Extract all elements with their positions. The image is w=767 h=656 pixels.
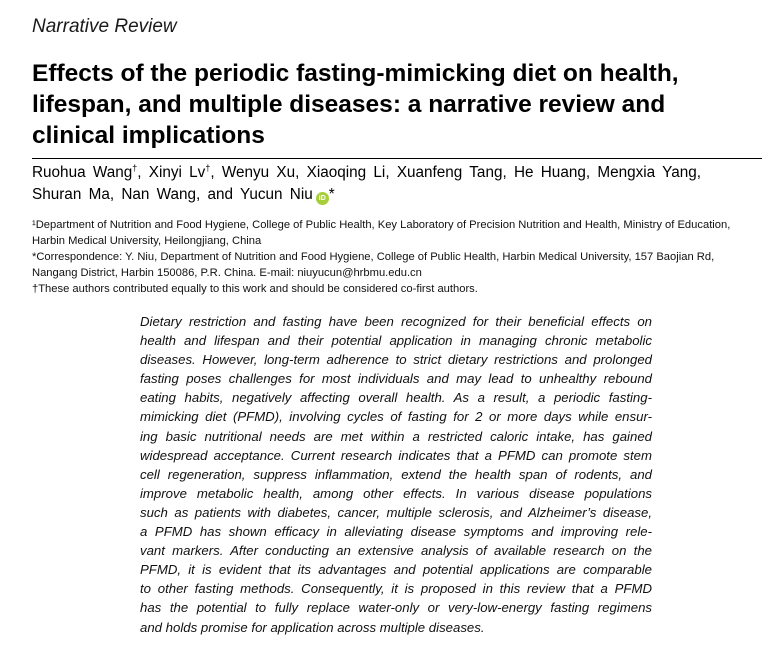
abstract-line: to other fasting methods. Consequently, it is proposed in this review that a PFMD: [140, 581, 652, 597]
abstract-line: vant markers. After conducting an extensive analysis of available research on the: [140, 543, 652, 559]
correspondence-note: *Correspondence: Y. Niu, Department of Nutrition and Food Hygiene, College of Public Health, Harbin Medical University, 157 Baojian Rd, Nangang District, Harbin 150086, P.R. China. E-mail: niuyucun@hrbmu.edu.cn: [32, 251, 715, 279]
abstract-line: improve metabolic health, among other effects. In various disease populations: [140, 485, 652, 501]
abstract: [140, 312, 652, 637]
corresponding-author-mark: *: [328, 186, 335, 203]
abstract-line: has the potential to fully replace water-only or very-low-energy fasting regimens: [140, 600, 652, 616]
article-type: Narrative Review: [32, 16, 177, 37]
author-list: [32, 162, 762, 206]
paper-title: Effects of the periodic fasting-mimicking diet on health, lifespan, and multiple diseases: a narrative review and clinical implications: [32, 60, 679, 149]
author-line-2: [32, 184, 762, 206]
author-line-2-text: Shuran Ma, Nan Wang, and Yucun Niu: [32, 186, 313, 203]
abstract-line: ing basic nutritional needs are met within a restricted caloric intake, has gained: [140, 428, 652, 444]
abstract-line: such as patients with diabetes, cancer, multiple sclerosis, and Alzheimer’s disease,: [140, 504, 652, 520]
abstract-line: a PFMD has shown efficacy in alleviating disease symptoms and improving rele-: [140, 524, 652, 540]
abstract-line: widespread acceptance. Current research indicates that a PFMD can promote stem: [140, 447, 652, 463]
abstract-line: eating habits, negatively affecting overall health. As a result, a periodic fasting-: [140, 390, 652, 406]
abstract-line: cell regeneration, suppress inflammation, extend the health span of rodents, and: [140, 466, 652, 482]
orcid-icon[interactable]: iD: [316, 192, 329, 205]
abstract-line: health and lifespan and their potential application in managing chronic metabolic: [140, 333, 652, 349]
affiliation-1: ¹Department of Nutrition and Food Hygiene, College of Public Health, Key Laboratory of Precision Nutrition and Health, Ministry of Education, Harbin Medical University, Heilongjiang, China: [32, 219, 731, 247]
title-divider: [32, 158, 762, 159]
abstract-line: fasting poses challenges for most individuals and may lead to unhealthy rebound: [140, 371, 652, 387]
equal-contribution-note: †These authors contributed equally to this work and should be considered co-first authors.: [32, 283, 478, 295]
co-first-author-mark: †: [205, 162, 211, 173]
abstract-line: and holds promise for application across multiple diseases.: [140, 619, 485, 635]
abstract-line: diseases. However, long-term adherence to strict dietary restrictions and prolonged: [140, 352, 652, 368]
abstract-line: Dietary restriction and fasting have been recognized for their beneficial effects on: [140, 314, 652, 329]
co-first-author-mark: †: [132, 162, 138, 173]
abstract-line: PFMD, it is evident that its advantages and potential applications are comparable: [140, 562, 652, 578]
abstract-line: mimicking diet (PFMD), involving cycles of fasting for 2 or more days while ensur-: [140, 409, 652, 425]
author-line-1: Ruohua Wang†, Xinyi Lv†, Wenyu Xu, Xiaoqing Li, Xuanfeng Tang, He Huang, Mengxia Yang,: [32, 162, 701, 181]
